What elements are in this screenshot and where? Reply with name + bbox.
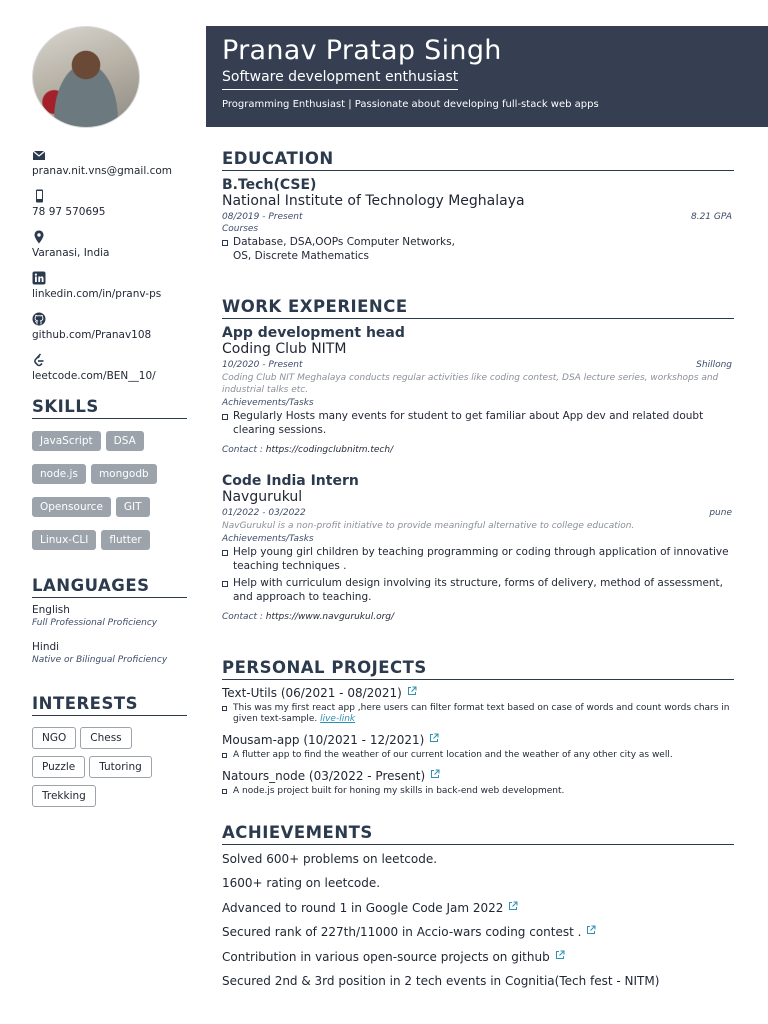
language-level: Full Professional Proficiency — [32, 618, 158, 628]
contact-leetcode[interactable] — [32, 353, 187, 394]
project-title — [222, 769, 732, 783]
task-item: Regularly Hosts many events for student to get familiar about App dev and related doubt clearing sessions. — [222, 410, 732, 437]
job-location: pune — [709, 508, 732, 518]
candidate-tagline: Software development enthusiast — [222, 69, 458, 90]
achievement-item — [222, 925, 596, 939]
linkedin-icon — [32, 271, 46, 285]
job-contact-label: Contact : — [222, 445, 263, 455]
job-dates: 10/2020 - Present — [222, 360, 303, 370]
achievement-item: 1600+ rating on leetcode. — [222, 876, 381, 890]
project-name: Mousam-app (10/2021 - 12/2021) — [222, 733, 425, 747]
interest-tag: Puzzle — [32, 756, 85, 778]
skill-tag: DSA — [106, 431, 144, 451]
job-role: Code India Intern — [222, 473, 359, 489]
external-link-icon[interactable] — [586, 925, 596, 935]
education-gpa: 8.21 GPA — [690, 212, 732, 222]
language-item — [32, 604, 192, 628]
task-item: Help young girl children by teaching programming or coding through application of innovative teaching techniques . — [222, 546, 732, 573]
job-org: Navgurukul — [222, 489, 303, 505]
contact-leetcode-text: leetcode.com/BEN__10/ — [32, 370, 156, 382]
external-link-icon[interactable] — [430, 769, 440, 779]
avatar — [32, 26, 140, 128]
institute: National Institute of Technology Meghalaya — [222, 193, 525, 209]
job-meta — [222, 360, 732, 370]
language-name: English — [32, 604, 70, 616]
location-icon — [32, 230, 46, 244]
degree: B.Tech(CSE) — [222, 177, 317, 193]
candidate-name: Pranav Pratap Singh — [222, 35, 502, 66]
github-icon — [32, 312, 46, 326]
tasks-label: Achievements/Tasks — [222, 398, 314, 408]
achievement-item — [222, 901, 518, 915]
external-link-icon[interactable] — [555, 950, 565, 960]
skill-tag: Linux-CLI — [32, 530, 96, 550]
achievement-item — [222, 950, 565, 964]
contact-github-text: github.com/Pranav108 — [32, 329, 152, 341]
project-description — [222, 703, 732, 725]
contact-location-text: Varanasi, India — [32, 247, 110, 259]
projects-heading: PERSONAL PROJECTS — [222, 658, 734, 680]
sidebar — [32, 26, 187, 394]
contact-email-text: pranav.nit.vns@gmail.com — [32, 165, 173, 177]
contact-phone-text: 78 97 570695 — [32, 206, 106, 218]
resume-header — [206, 26, 768, 127]
candidate-summary: Programming Enthusiast | Passionate about developing full-stack web apps — [222, 99, 599, 110]
job-meta — [222, 508, 732, 518]
education-entry — [222, 177, 732, 263]
project-description: A flutter app to find the weather of our current location and the weather of any other city as well. — [222, 750, 732, 761]
skill-tag: mongodb — [91, 464, 157, 484]
job-contact-link[interactable]: https://www.navgurukul.org/ — [265, 612, 395, 622]
achievement-text: Contribution in various open-source projects on github — [222, 950, 550, 964]
job-contact-label: Contact : — [222, 612, 263, 622]
project-item — [222, 769, 732, 797]
project-item — [222, 733, 732, 761]
phone-icon — [32, 189, 46, 203]
achievement-item: Solved 600+ problems on leetcode. — [222, 852, 438, 866]
achievements-heading: ACHIEVEMENTS — [222, 823, 734, 845]
education-meta — [222, 212, 732, 222]
project-name: Text-Utils (06/2021 - 08/2021) — [222, 686, 402, 700]
interest-tag: Tutoring — [89, 756, 152, 778]
skill-tag: node.js — [32, 464, 86, 484]
language-item — [32, 641, 192, 665]
job-dates: 01/2022 - 03/2022 — [222, 508, 306, 518]
job-location: Shillong — [696, 360, 732, 370]
interests-heading: INTERESTS — [32, 694, 187, 716]
contact-linkedin[interactable] — [32, 271, 187, 312]
external-link-icon[interactable] — [407, 686, 417, 696]
work-heading: WORK EXPERIENCE — [222, 297, 734, 319]
skill-tag: JavaScript — [32, 431, 101, 451]
language-name: Hindi — [32, 641, 60, 653]
contact-location — [32, 230, 187, 271]
job-contact — [222, 445, 732, 455]
achievement-text: Secured rank of 227th/11000 in Accio-wars coding contest . — [222, 925, 582, 939]
contact-linkedin-text: linkedin.com/in/pranv-ps — [32, 288, 162, 300]
project-item — [222, 686, 732, 725]
interests-list — [32, 726, 192, 813]
project-description: A node.js project built for honing my skills in back-end web development. — [222, 786, 732, 797]
contact-list — [32, 148, 187, 394]
education-heading: EDUCATION — [222, 149, 734, 171]
courses-list: Database, DSA,OOPs Computer Networks, OS, Discrete Mathematics — [222, 236, 472, 263]
languages-heading: LANGUAGES — [32, 576, 187, 598]
interest-tag: Trekking — [32, 785, 96, 807]
job-org: Coding Club NITM — [222, 341, 347, 357]
external-link-icon[interactable] — [429, 733, 439, 743]
live-link[interactable]: live-link — [320, 714, 356, 724]
interest-tag: Chess — [80, 727, 131, 749]
task-item: Help with curriculum design involving its structure, forms of delivery, method of assessment, and approach to teaching. — [222, 577, 732, 604]
leetcode-icon — [32, 353, 46, 367]
achievement-item: Secured 2nd & 3rd position in 2 tech events in Cognitia(Tech fest - NITM) — [222, 974, 660, 988]
project-description-text: This was my first react app ,here users can filter format text based on case of words and count words chars in given text-sample. — [233, 703, 730, 724]
project-title — [222, 686, 732, 700]
job-role: App development head — [222, 325, 405, 341]
tasks-label: Achievements/Tasks — [222, 534, 314, 544]
achievement-text: Advanced to round 1 in Google Code Jam 2022 — [222, 901, 504, 915]
skill-tag: GIT — [116, 497, 150, 517]
skill-tag: flutter — [101, 530, 149, 550]
external-link-icon[interactable] — [508, 901, 518, 911]
job-entry — [222, 325, 732, 455]
language-level: Native or Bilingual Proficiency — [32, 655, 168, 665]
education-dates: 08/2019 - Present — [222, 212, 303, 222]
job-description: Coding Club NIT Meghalaya conducts regular activities like coding contest, DSA lecture series, workshops and industrial talks etc. — [222, 373, 719, 395]
job-contact-link[interactable]: https://codingclubnitm.tech/ — [265, 445, 394, 455]
skills-list — [32, 429, 192, 561]
skill-tag: Opensource — [32, 497, 111, 517]
contact-email[interactable] — [32, 148, 187, 189]
job-description: NavGurukul is a non-profit initiative to provide meaningful alternative to college education. — [222, 521, 635, 531]
contact-github[interactable] — [32, 312, 187, 353]
project-name: Natours_node (03/2022 - Present) — [222, 769, 426, 783]
job-entry — [222, 473, 732, 622]
contact-phone[interactable] — [32, 189, 187, 230]
skills-heading: SKILLS — [32, 397, 187, 419]
courses-label: Courses — [222, 224, 259, 234]
job-contact — [222, 612, 732, 622]
email-icon — [32, 148, 46, 162]
interest-tag: NGO — [32, 727, 76, 749]
project-title — [222, 733, 732, 747]
